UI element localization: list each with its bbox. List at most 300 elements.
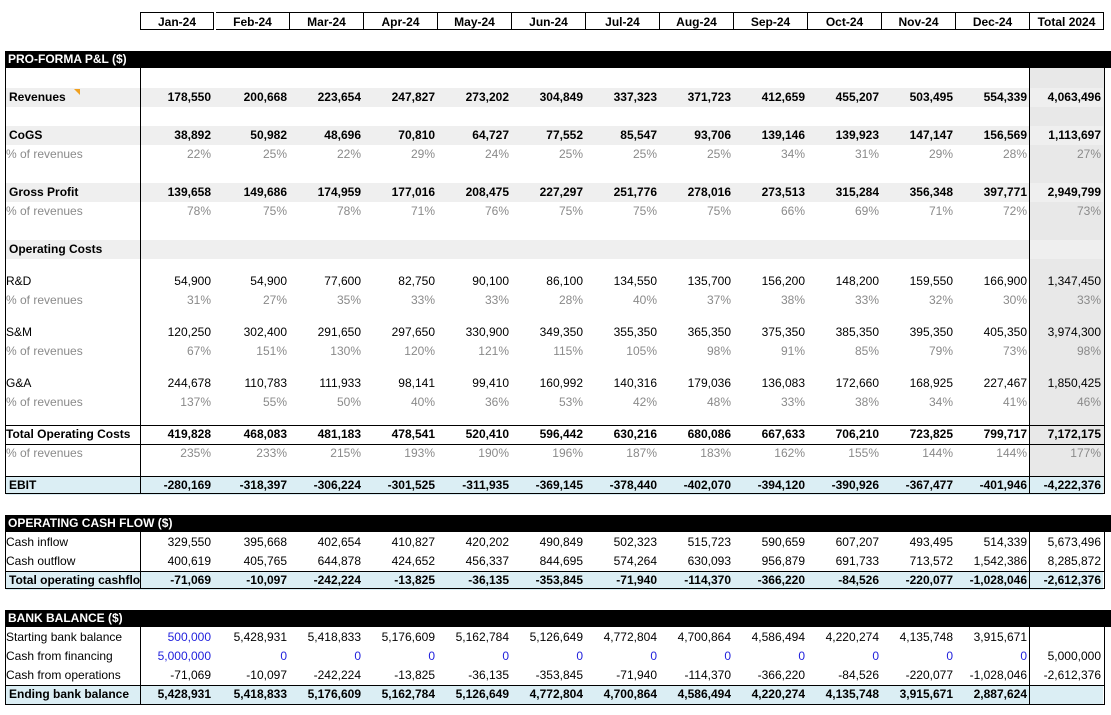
table-cell[interactable]: 0 <box>798 649 805 663</box>
table-cell[interactable]: 179,036 <box>687 376 731 390</box>
table-cell[interactable]: -71,069 <box>170 573 211 587</box>
table-cell[interactable]: 90,100 <box>472 274 509 288</box>
table-cell[interactable]: 155% <box>848 446 879 460</box>
table-cell[interactable]: 46% <box>1076 395 1101 409</box>
table-cell[interactable]: 400,619 <box>167 554 211 568</box>
table-cell[interactable]: -2,612,376 <box>1043 573 1101 587</box>
table-cell[interactable]: 4,220,274 <box>751 687 805 701</box>
table-cell[interactable]: 120% <box>404 344 435 358</box>
table-cell[interactable]: 3,915,671 <box>899 687 953 701</box>
table-cell[interactable]: 53% <box>558 395 583 409</box>
row-label[interactable]: Operating Costs <box>9 242 103 256</box>
table-cell[interactable]: 208,475 <box>465 185 509 199</box>
table-cell[interactable]: 4,772,804 <box>529 687 583 701</box>
table-cell[interactable]: 5,176,609 <box>307 687 361 701</box>
table-cell[interactable]: 2,887,624 <box>973 687 1027 701</box>
table-cell[interactable]: 36% <box>484 395 509 409</box>
table-cell[interactable]: 73% <box>1076 204 1101 218</box>
table-cell[interactable]: 349,350 <box>539 325 583 339</box>
table-cell[interactable]: 844,695 <box>539 554 583 568</box>
table-cell[interactable] <box>1030 685 1101 704</box>
table-row <box>0 647 1111 666</box>
table-cell[interactable]: 5,418,833 <box>307 630 361 644</box>
table-cell[interactable]: 85,547 <box>620 128 657 142</box>
table-cell[interactable]: 29% <box>410 147 435 161</box>
table-cell[interactable]: 405,350 <box>983 325 1027 339</box>
table-cell[interactable]: 5,162,784 <box>381 687 435 701</box>
row-label[interactable]: Gross Profit <box>9 185 79 199</box>
table-cell[interactable]: -114,370 <box>684 573 731 587</box>
table-cell[interactable]: 72% <box>1002 204 1027 218</box>
table-cell[interactable]: 73% <box>1002 344 1027 358</box>
table-cell[interactable]: 956,879 <box>761 554 805 568</box>
table-cell[interactable]: 235% <box>180 446 211 460</box>
table-cell[interactable]: 297,650 <box>391 325 435 339</box>
table-cell[interactable]: 31% <box>854 147 879 161</box>
table-cell[interactable]: 177,016 <box>391 185 435 199</box>
table-cell[interactable]: 29% <box>928 147 953 161</box>
table-cell[interactable]: 355,350 <box>613 325 657 339</box>
table-cell[interactable]: 67% <box>186 344 211 358</box>
table-cell[interactable]: 75% <box>558 204 583 218</box>
row-label[interactable]: EBIT <box>9 478 37 492</box>
table-cell[interactable]: 25% <box>632 147 657 161</box>
table-cell[interactable]: 330,900 <box>465 325 509 339</box>
table-cell[interactable]: 183% <box>700 446 731 460</box>
table-cell[interactable]: 5,126,649 <box>529 630 583 644</box>
table-cell[interactable]: 38% <box>780 293 805 307</box>
table-cell[interactable]: 329,550 <box>167 535 211 549</box>
table-cell[interactable]: 111,933 <box>319 376 361 390</box>
table-cell[interactable]: 193% <box>404 446 435 460</box>
table-cell[interactable]: 691,733 <box>835 554 879 568</box>
table-cell[interactable]: 520,410 <box>465 427 509 441</box>
table-cell[interactable]: 33% <box>484 293 509 307</box>
row-label[interactable]: Cash from financing <box>6 649 113 663</box>
table-cell[interactable]: 0 <box>354 649 361 663</box>
table-cell[interactable]: 28% <box>1002 147 1027 161</box>
table-cell[interactable]: 515,723 <box>687 535 731 549</box>
table-cell[interactable]: 75% <box>262 204 287 218</box>
table-cell[interactable]: 0 <box>428 649 435 663</box>
table-cell[interactable]: 147,147 <box>909 128 953 142</box>
table-cell[interactable]: -367,477 <box>905 478 953 492</box>
table-cell[interactable]: 48% <box>706 395 731 409</box>
table-cell[interactable]: -301,525 <box>387 478 435 492</box>
table-cell[interactable]: 0 <box>576 649 583 663</box>
table-cell[interactable]: 3,915,671 <box>973 630 1027 644</box>
table-cell[interactable]: 0 <box>946 649 953 663</box>
table-cell[interactable]: 723,825 <box>909 427 953 441</box>
table-cell[interactable]: 273,202 <box>465 90 509 104</box>
grid-border <box>1029 532 1030 589</box>
table-cell[interactable]: 134,550 <box>613 274 657 288</box>
table-cell[interactable]: 40% <box>632 293 657 307</box>
table-cell[interactable]: -306,224 <box>313 478 361 492</box>
table-cell[interactable]: 166,900 <box>983 274 1027 288</box>
table-cell[interactable]: 148,200 <box>835 274 879 288</box>
table-cell[interactable]: 680,086 <box>687 427 731 441</box>
table-cell[interactable]: 607,207 <box>835 535 879 549</box>
table-cell[interactable]: 71% <box>410 204 435 218</box>
table-cell[interactable]: 5,428,931 <box>233 630 287 644</box>
table-cell[interactable]: -2,612,376 <box>1043 668 1101 682</box>
table-cell[interactable]: 291,650 <box>317 325 361 339</box>
table-cell[interactable]: 160,992 <box>539 376 583 390</box>
table-cell[interactable]: 149,686 <box>243 185 287 199</box>
table-cell[interactable]: 0 <box>280 649 287 663</box>
table-cell[interactable]: -36,135 <box>468 668 509 682</box>
table-cell[interactable]: 78% <box>336 204 361 218</box>
table-cell[interactable]: 50,982 <box>250 128 287 142</box>
table-cell[interactable]: -242,224 <box>313 573 361 587</box>
table-cell[interactable]: 76% <box>484 204 509 218</box>
table-cell[interactable]: 174,959 <box>317 185 361 199</box>
row-label[interactable]: Ending bank balance <box>9 687 130 701</box>
table-cell[interactable]: 91% <box>780 344 805 358</box>
table-cell[interactable]: 33% <box>780 395 805 409</box>
table-cell[interactable]: -366,220 <box>757 668 805 682</box>
table-cell[interactable]: 98% <box>706 344 731 358</box>
table-cell[interactable]: 5,176,609 <box>381 630 435 644</box>
table-cell[interactable]: -402,070 <box>683 478 731 492</box>
table-cell[interactable]: 420,202 <box>465 535 509 549</box>
table-cell[interactable]: 78% <box>186 204 211 218</box>
table-cell[interactable]: 33% <box>854 293 879 307</box>
table-cell[interactable]: 196% <box>552 446 583 460</box>
table-cell[interactable]: 503,495 <box>909 90 953 104</box>
table-cell[interactable]: 162% <box>774 446 805 460</box>
row-label[interactable]: Total Operating Costs <box>6 427 131 441</box>
table-cell[interactable]: 50% <box>336 395 361 409</box>
table-cell[interactable]: 5,126,649 <box>455 687 509 701</box>
row-label[interactable]: % of revenues <box>6 446 83 460</box>
table-cell[interactable]: 402,654 <box>317 535 361 549</box>
table-cell[interactable]: -71,940 <box>616 668 657 682</box>
table-cell[interactable]: 121% <box>478 344 509 358</box>
table-cell[interactable]: 1,347,450 <box>1047 274 1101 288</box>
table-cell[interactable]: 227,297 <box>539 185 583 199</box>
table-cell[interactable]: 135,700 <box>687 274 731 288</box>
comment-indicator-icon[interactable] <box>74 89 80 95</box>
table-cell[interactable]: 30% <box>1002 293 1027 307</box>
table-cell[interactable]: 37% <box>706 293 731 307</box>
row-label[interactable]: Cash from operations <box>6 668 121 682</box>
table-cell[interactable]: 34% <box>780 147 805 161</box>
table-cell[interactable]: 25% <box>558 147 583 161</box>
table-cell[interactable]: 4,772,804 <box>603 630 657 644</box>
table-cell[interactable]: 66% <box>780 204 805 218</box>
table-cell[interactable]: 120,250 <box>167 325 211 339</box>
month-header-cell: Jul-24 <box>586 12 660 30</box>
table-cell[interactable]: 172,660 <box>835 376 879 390</box>
table-cell[interactable]: 5,418,833 <box>233 687 287 701</box>
table-cell[interactable]: 139,146 <box>761 128 805 142</box>
table-cell[interactable]: 302,400 <box>243 325 287 339</box>
table-cell[interactable]: 395,350 <box>909 325 953 339</box>
table-cell[interactable]: 82,750 <box>398 274 435 288</box>
table-cell[interactable]: 481,183 <box>317 427 361 441</box>
table-cell[interactable]: 98% <box>1076 344 1101 358</box>
table-cell[interactable]: 130% <box>330 344 361 358</box>
table-cell[interactable]: 375,350 <box>761 325 805 339</box>
row-label[interactable]: CoGS <box>9 128 43 142</box>
table-cell[interactable]: 8,285,872 <box>1047 554 1101 568</box>
table-cell[interactable]: 395,668 <box>243 535 287 549</box>
table-cell[interactable]: 227,467 <box>983 376 1027 390</box>
table-cell[interactable]: 187% <box>626 446 657 460</box>
table-cell[interactable]: -280,169 <box>163 478 211 492</box>
table-cell[interactable]: 667,633 <box>761 427 805 441</box>
row-label[interactable]: Cash inflow <box>6 535 69 549</box>
table-cell[interactable]: 574,264 <box>613 554 657 568</box>
table-cell[interactable]: 70,810 <box>398 128 435 142</box>
table-cell[interactable]: 4,135,748 <box>899 630 953 644</box>
table-cell[interactable]: 0 <box>650 649 657 663</box>
table-cell[interactable]: -84,526 <box>838 668 879 682</box>
table-cell[interactable]: 75% <box>632 204 657 218</box>
table-cell[interactable]: 5,673,496 <box>1047 535 1101 549</box>
table-cell[interactable]: 3,974,300 <box>1047 325 1101 339</box>
table-cell[interactable]: 502,323 <box>613 535 657 549</box>
table-cell[interactable]: 278,016 <box>687 185 731 199</box>
table-cell[interactable]: 25% <box>706 147 731 161</box>
row-label[interactable]: % of revenues <box>6 204 83 218</box>
table-cell[interactable]: 33% <box>410 293 435 307</box>
table-cell[interactable]: 156,569 <box>983 128 1027 142</box>
table-cell[interactable]: -10,097 <box>246 573 287 587</box>
table-cell[interactable]: 64,727 <box>472 128 509 142</box>
table-cell[interactable]: 630,093 <box>687 554 731 568</box>
table-cell[interactable]: 251,776 <box>613 185 657 199</box>
table-cell[interactable]: 22% <box>186 147 211 161</box>
table-cell[interactable]: 1,542,386 <box>973 554 1027 568</box>
table-cell[interactable]: 4,700,864 <box>677 630 731 644</box>
table-cell[interactable]: 136,083 <box>761 376 805 390</box>
table-cell[interactable]: -71,069 <box>170 668 211 682</box>
table-cell[interactable]: 455,207 <box>835 90 879 104</box>
table-cell[interactable]: 54,900 <box>174 274 211 288</box>
table-cell[interactable]: 41% <box>1002 395 1027 409</box>
table-cell[interactable]: 554,339 <box>983 90 1027 104</box>
table-cell[interactable]: 315,284 <box>835 185 879 199</box>
table-cell[interactable]: 4,135,748 <box>825 687 879 701</box>
table-cell[interactable] <box>1030 628 1101 647</box>
table-cell[interactable]: 644,878 <box>317 554 361 568</box>
table-cell[interactable]: 514,339 <box>983 535 1027 549</box>
row-label[interactable]: % of revenues <box>6 395 83 409</box>
table-cell[interactable]: -71,940 <box>616 573 657 587</box>
table-cell[interactable]: 0 <box>724 649 731 663</box>
table-cell[interactable]: -220,077 <box>905 573 953 587</box>
table-cell[interactable]: 273,513 <box>761 185 805 199</box>
table-cell[interactable]: 99,410 <box>472 376 509 390</box>
table-cell[interactable]: 144% <box>996 446 1027 460</box>
table-cell[interactable]: 304,849 <box>539 90 583 104</box>
table-cell[interactable]: 365,350 <box>687 325 731 339</box>
table-cell[interactable]: 34% <box>928 395 953 409</box>
table-cell[interactable]: 5,000,000 <box>157 649 211 663</box>
table-cell[interactable]: 5,162,784 <box>455 630 509 644</box>
table-cell[interactable]: 4,220,274 <box>825 630 879 644</box>
table-cell[interactable]: 0 <box>1020 649 1027 663</box>
table-cell[interactable]: 419,828 <box>167 427 211 441</box>
table-cell[interactable]: 4,063,496 <box>1047 90 1101 104</box>
table-cell[interactable]: 93,706 <box>694 128 731 142</box>
table-cell[interactable]: 22% <box>336 147 361 161</box>
table-cell[interactable]: 5,428,931 <box>157 687 211 701</box>
table-cell[interactable]: 713,572 <box>909 554 953 568</box>
table-cell[interactable]: -4,222,376 <box>1043 478 1101 492</box>
table-cell[interactable]: 4,586,494 <box>677 687 731 701</box>
table-cell[interactable]: 337,323 <box>613 90 657 104</box>
row-label[interactable]: G&A <box>6 376 32 390</box>
table-cell[interactable]: 178,550 <box>167 90 211 104</box>
table-cell[interactable]: 412,659 <box>761 90 805 104</box>
table-cell[interactable]: 215% <box>330 446 361 460</box>
table-cell[interactable]: -84,526 <box>838 573 879 587</box>
table-cell[interactable]: 31% <box>186 293 211 307</box>
table-cell[interactable]: 137% <box>180 395 211 409</box>
table-cell[interactable]: -1,028,046 <box>969 573 1027 587</box>
table-cell[interactable]: 371,723 <box>687 90 731 104</box>
table-cell[interactable]: 7,172,175 <box>1047 427 1101 441</box>
table-cell[interactable]: 75% <box>706 204 731 218</box>
table-cell[interactable]: 151% <box>256 344 287 358</box>
table-cell[interactable]: 168,925 <box>909 376 953 390</box>
table-cell[interactable]: 25% <box>262 147 287 161</box>
table-cell[interactable]: -353,845 <box>535 573 583 587</box>
table-cell[interactable]: 139,658 <box>167 185 211 199</box>
row-label[interactable]: % of revenues <box>6 147 83 161</box>
table-cell[interactable]: 77,600 <box>324 274 361 288</box>
table-cell[interactable]: -366,220 <box>757 573 805 587</box>
table-cell[interactable]: -369,145 <box>535 478 583 492</box>
table-cell[interactable]: 468,083 <box>243 427 287 441</box>
row-label[interactable]: % of revenues <box>6 344 83 358</box>
table-cell[interactable]: 27% <box>262 293 287 307</box>
table-cell[interactable]: 105% <box>626 344 657 358</box>
table-cell[interactable]: 140,316 <box>613 376 657 390</box>
table-cell[interactable]: 385,350 <box>835 325 879 339</box>
table-cell[interactable]: 156,200 <box>761 274 805 288</box>
table-cell[interactable]: 28% <box>558 293 583 307</box>
table-cell[interactable]: 493,495 <box>909 535 953 549</box>
grid-border <box>5 588 1105 589</box>
table-cell[interactable]: -10,097 <box>246 668 287 682</box>
table-cell[interactable]: 54,900 <box>250 274 287 288</box>
table-cell[interactable]: -311,935 <box>462 478 509 492</box>
table-cell[interactable]: 0 <box>502 649 509 663</box>
table-cell[interactable]: 706,210 <box>835 427 879 441</box>
table-cell[interactable]: 630,216 <box>613 427 657 441</box>
table-cell[interactable]: 590,659 <box>761 535 805 549</box>
table-cell[interactable]: -401,946 <box>979 478 1027 492</box>
table-cell[interactable]: 71% <box>928 204 953 218</box>
row-label[interactable]: S&M <box>6 325 33 339</box>
table-cell[interactable]: 1,113,697 <box>1048 128 1101 142</box>
table-cell[interactable]: 2,949,799 <box>1047 185 1101 199</box>
table-cell[interactable]: -242,224 <box>313 668 361 682</box>
table-cell[interactable]: 223,654 <box>317 90 361 104</box>
row-label[interactable]: Revenues <box>9 90 66 104</box>
table-cell[interactable]: 4,700,864 <box>603 687 657 701</box>
table-cell[interactable]: 33% <box>1076 293 1101 307</box>
table-cell[interactable]: 397,771 <box>983 185 1027 199</box>
table-cell[interactable]: -390,926 <box>831 478 879 492</box>
table-cell[interactable]: 5,000,000 <box>1047 649 1101 663</box>
table-cell[interactable]: 247,827 <box>391 90 435 104</box>
table-cell[interactable]: 86,100 <box>546 274 583 288</box>
table-cell[interactable]: 356,348 <box>909 185 953 199</box>
table-cell[interactable]: 110,783 <box>244 376 287 390</box>
table-cell[interactable]: -13,825 <box>394 668 435 682</box>
table-cell[interactable]: 177% <box>1070 446 1101 460</box>
table-cell[interactable]: 200,668 <box>243 90 287 104</box>
table-cell[interactable]: 77,552 <box>546 128 583 142</box>
table-cell[interactable]: 32% <box>928 293 953 307</box>
table-cell[interactable]: 424,652 <box>391 554 435 568</box>
table-cell[interactable]: 24% <box>484 147 509 161</box>
table-cell[interactable]: 159,550 <box>909 274 953 288</box>
table-cell[interactable]: 115% <box>553 344 583 358</box>
table-cell[interactable]: 410,827 <box>391 535 435 549</box>
table-cell[interactable]: 0 <box>872 649 879 663</box>
table-cell[interactable]: 478,541 <box>391 427 435 441</box>
table-cell[interactable]: 40% <box>410 395 435 409</box>
table-cell[interactable]: 42% <box>632 395 657 409</box>
row-label[interactable]: % of revenues <box>6 293 83 307</box>
row-label[interactable]: Starting bank balance <box>6 630 123 644</box>
table-cell[interactable]: 85% <box>854 344 879 358</box>
table-cell[interactable]: 405,765 <box>243 554 287 568</box>
table-cell[interactable]: 98,141 <box>398 376 435 390</box>
table-cell[interactable]: 139,923 <box>835 128 879 142</box>
table-cell[interactable]: 244,678 <box>167 376 211 390</box>
table-cell[interactable]: -394,120 <box>757 478 805 492</box>
table-cell[interactable]: -36,135 <box>468 573 509 587</box>
row-label[interactable]: Total operating cashflo <box>9 573 141 587</box>
table-cell[interactable]: 233% <box>256 446 287 460</box>
table-cell[interactable]: 1,850,425 <box>1047 376 1101 390</box>
table-cell[interactable]: 38,892 <box>174 128 211 142</box>
table-cell[interactable]: 799,717 <box>983 427 1027 441</box>
table-cell[interactable]: -378,440 <box>609 478 657 492</box>
table-cell[interactable]: 456,337 <box>465 554 509 568</box>
row-label[interactable]: R&D <box>6 274 32 288</box>
table-cell[interactable]: 27% <box>1076 147 1101 161</box>
table-cell[interactable]: 38% <box>854 395 879 409</box>
table-cell[interactable]: -13,825 <box>394 573 435 587</box>
table-cell[interactable]: 55% <box>262 395 287 409</box>
table-cell[interactable]: 500,000 <box>167 630 211 644</box>
table-cell[interactable]: 35% <box>336 293 361 307</box>
table-cell[interactable]: 48,696 <box>324 128 361 142</box>
table-cell[interactable]: 490,849 <box>539 535 583 549</box>
table-cell[interactable]: 4,586,494 <box>751 630 805 644</box>
table-cell[interactable]: -1,028,046 <box>969 668 1027 682</box>
table-cell[interactable]: -114,370 <box>684 668 731 682</box>
table-cell[interactable]: 69% <box>854 204 879 218</box>
table-cell[interactable]: 596,442 <box>539 427 583 441</box>
table-cell[interactable]: 79% <box>928 344 953 358</box>
table-cell[interactable]: 144% <box>922 446 953 460</box>
row-label[interactable]: Cash outflow <box>6 554 76 568</box>
table-cell[interactable]: -220,077 <box>905 668 953 682</box>
table-cell[interactable]: 190% <box>478 446 509 460</box>
table-cell[interactable]: -318,397 <box>239 478 287 492</box>
table-cell[interactable]: -353,845 <box>535 668 583 682</box>
